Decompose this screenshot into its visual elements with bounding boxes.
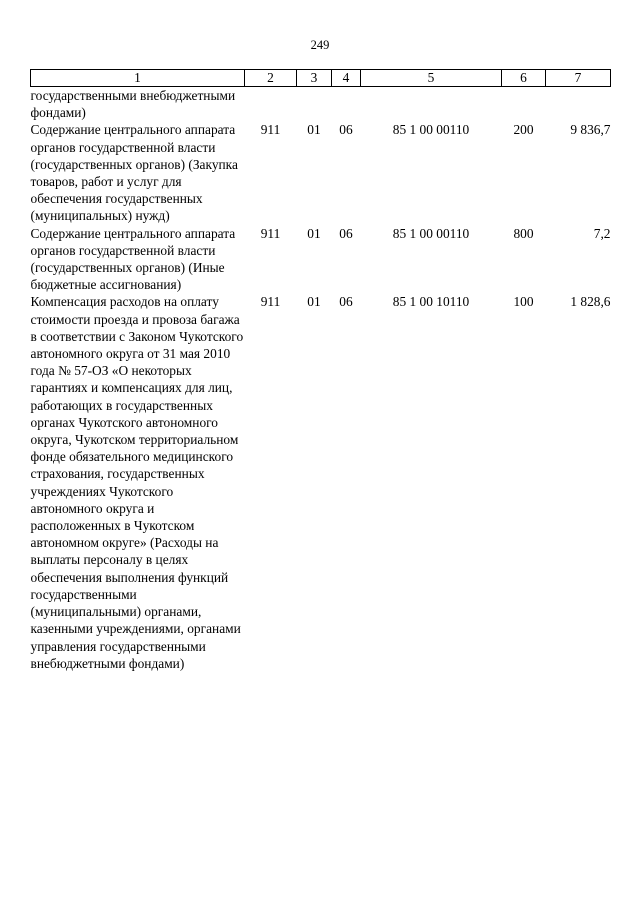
row-code: 911: [260, 122, 281, 138]
row-amount: 9 836,7: [570, 122, 611, 138]
row-amount: 7,2: [593, 225, 611, 241]
row-name: Содержание центрального аппарата органов государственной власти (государственных органов) (Закупка товаров, работ и услуг для обеспечения государственных (муниципальных) нужд): [30, 122, 238, 224]
header-col-4: 4: [332, 70, 361, 87]
row-subsection: [332, 87, 361, 122]
row-subsection: 06: [339, 122, 353, 138]
table-row: [31, 293, 611, 671]
table-row: [31, 225, 611, 294]
row-name: государственными внебюджетными фондами): [30, 88, 236, 121]
row-amount: 1 828,6: [570, 294, 611, 310]
row-subsection: 06: [339, 294, 353, 310]
page-number: 249: [310, 38, 330, 52]
header-col-5: 5: [361, 70, 502, 87]
header-col-1: 1: [31, 70, 245, 87]
row-code: 911: [260, 294, 281, 310]
row-amount: [546, 87, 611, 122]
row-expense-type: 800: [513, 225, 534, 241]
row-expense-type: 200: [513, 122, 534, 138]
header-col-3: 3: [297, 70, 332, 87]
budget-table: [30, 69, 611, 672]
row-name: Содержание центрального аппарата органов государственной власти (государственных органов) (Иные бюджетные ассигнования): [30, 225, 236, 293]
row-name: Компенсация расходов на оплату стоимости проезда и провоза багажа в соответствии с Законом Чукотского автономного округа от 31 мая 2010 года № 57-ОЗ «О некоторых гарантиях и компенсациях для лиц, работающих в государственных органах Чукотского автономного округа, Чукотском территориальном фонде обязательного медицинского страхования, государственных учреждениях Чукотского автономного округа и расположенных в Чукотском автономном округе» (Расходы на выплаты персоналу в целях обеспечения выполнения функций государственными (муниципальными) органами, казенными учреждениями, органами управления государственными внебюджетными фондами): [30, 294, 244, 671]
header-col-7: 7: [546, 70, 611, 87]
row-target: 85 1 00 10110: [392, 294, 470, 310]
row-target: 85 1 00 00110: [392, 225, 470, 241]
row-code: 911: [260, 225, 281, 241]
table-header-row: [31, 70, 611, 87]
header-col-2: 2: [245, 70, 297, 87]
row-target: [361, 87, 502, 122]
row-code: [245, 87, 297, 122]
row-expense-type: [502, 87, 546, 122]
row-section: [297, 87, 332, 122]
table-row: [31, 121, 611, 224]
row-section: 01: [307, 225, 321, 241]
row-target: 85 1 00 00110: [392, 122, 470, 138]
header-col-6: 6: [502, 70, 546, 87]
table-row: [31, 87, 611, 122]
row-subsection: 06: [339, 225, 353, 241]
row-section: 01: [307, 294, 321, 310]
row-expense-type: 100: [513, 294, 534, 310]
row-section: 01: [307, 122, 321, 138]
